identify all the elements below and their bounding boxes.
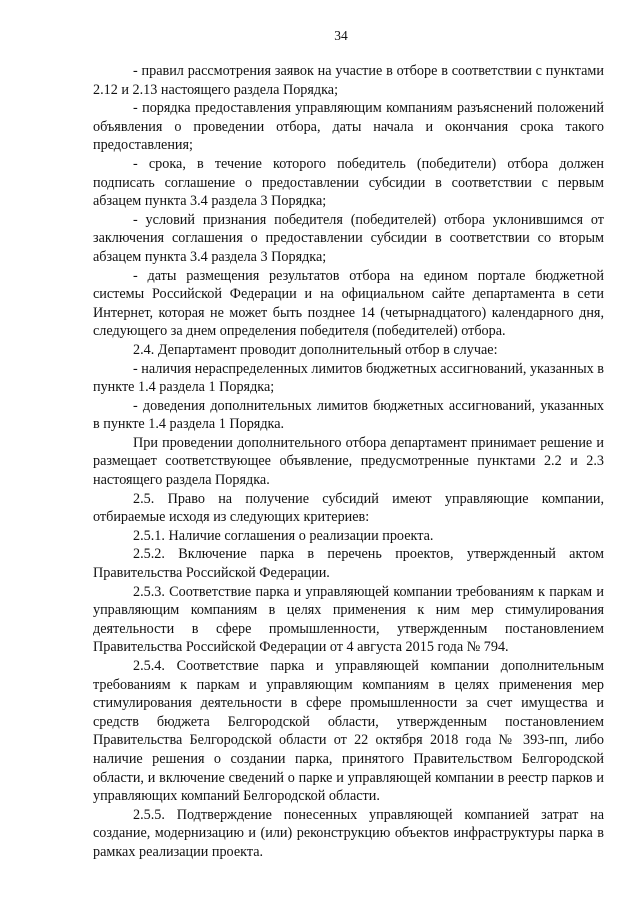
paragraph-2-5-2: 2.5.2. Включение парка в перечень проектов, утвержденный актом Правительства Российской Федерации. — [93, 546, 604, 582]
paragraph-bullet-evasion: - условий признания победителя (победителей) отбора уклонившимся от заключения соглашения о предоставлении субсидии в соответствии со вторым абзацем пункта 3.4 раздела 3 Порядка; — [93, 211, 604, 265]
paragraph-additional-selection: При проведении дополнительного отбора департамент принимает решение и размещает соответствующее объявление, предусмотренные пунктами 2.2 и 2.3 настоящего раздела Порядка. — [93, 434, 604, 489]
paragraph-bullet-signing-term: - срока, в течение которого победитель (победители) отбора должен подписать соглашение о предоставлении субсидии в соответствии с первым абзацем пункта 3.4 раздела 3 Порядка; — [93, 155, 604, 210]
paragraph-bullet-explanations: - порядка предоставления управляющим компаниям разъяснений положений объявления о проведении отбора, даты начала и окончания срока такого предоставления; — [93, 100, 604, 154]
paragraph-bullet-unallocated-limits: - наличия нераспределенных лимитов бюджетных ассигнований, указанных в пункте 1.4 раздела 1 Порядка; — [93, 360, 604, 396]
paragraph-2-5-5: 2.5.5. Подтверждение понесенных управляющей компанией затрат на создание, модернизацию и (или) реконструкцию объектов инфраструктуры парка в рамках реализации проекта. — [93, 806, 604, 860]
paragraph-2-5-1: 2.5.1. Наличие соглашения о реализации проекта. — [133, 527, 434, 544]
paragraph-2-5-3: 2.5.3. Соответствие парка и управляющей компании требованиям к паркам и управляющим компаниям в целях применения к ним мер стимулирования деятельности в сфере промышленности, утвержденным постановлением Правительства Российской Федерации от 4 августа 2015 года № 794. — [93, 583, 604, 656]
paragraph-2-5: 2.5. Право на получение субсидий имеют управляющие компании, отбираемые исходя из следующих критериев: — [93, 490, 604, 526]
paragraph-bullet-results-date: - даты размещения результатов отбора на едином портале бюджетной системы Российской Федерации и на официальном сайте департамента в сети Интернет, которая не может быть позднее 14 (четырнадцатого) календарного дня, следующего за днем определения победителя (победителей) отбора. — [93, 267, 604, 340]
paragraph-bullet-additional-limits: - доведения дополнительных лимитов бюджетных ассигнований, указанных в пункте 1.4 раздела 1 Порядка. — [93, 397, 604, 433]
page-number: 34 — [334, 28, 348, 43]
document-body — [93, 62, 604, 862]
paragraph-bullet-rules: - правил рассмотрения заявок на участие в отборе в соответствии с пунктами 2.12 и 2.13 настоящего раздела Порядка; — [93, 63, 604, 98]
paragraph-2-4: 2.4. Департамент проводит дополнительный отбор в случае: — [133, 341, 498, 358]
paragraph-2-5-4: 2.5.4. Соответствие парка и управляющей компании дополнительным требованиям к паркам и управляющим компаниям в целях применения мер стимулирования деятельности в сфере промышленности за счет имущества и средств бюджета Белгородской области, утвержденным постановлением Правительства Белгородской области от 22 октября 2018 года № 393-пп, либо наличие решения о создании парка, принятого Правительством Белгородской области, и включение сведений о парке и управляющей компании в реестр парков и управляющих компаний Белгородской области. — [93, 658, 604, 805]
